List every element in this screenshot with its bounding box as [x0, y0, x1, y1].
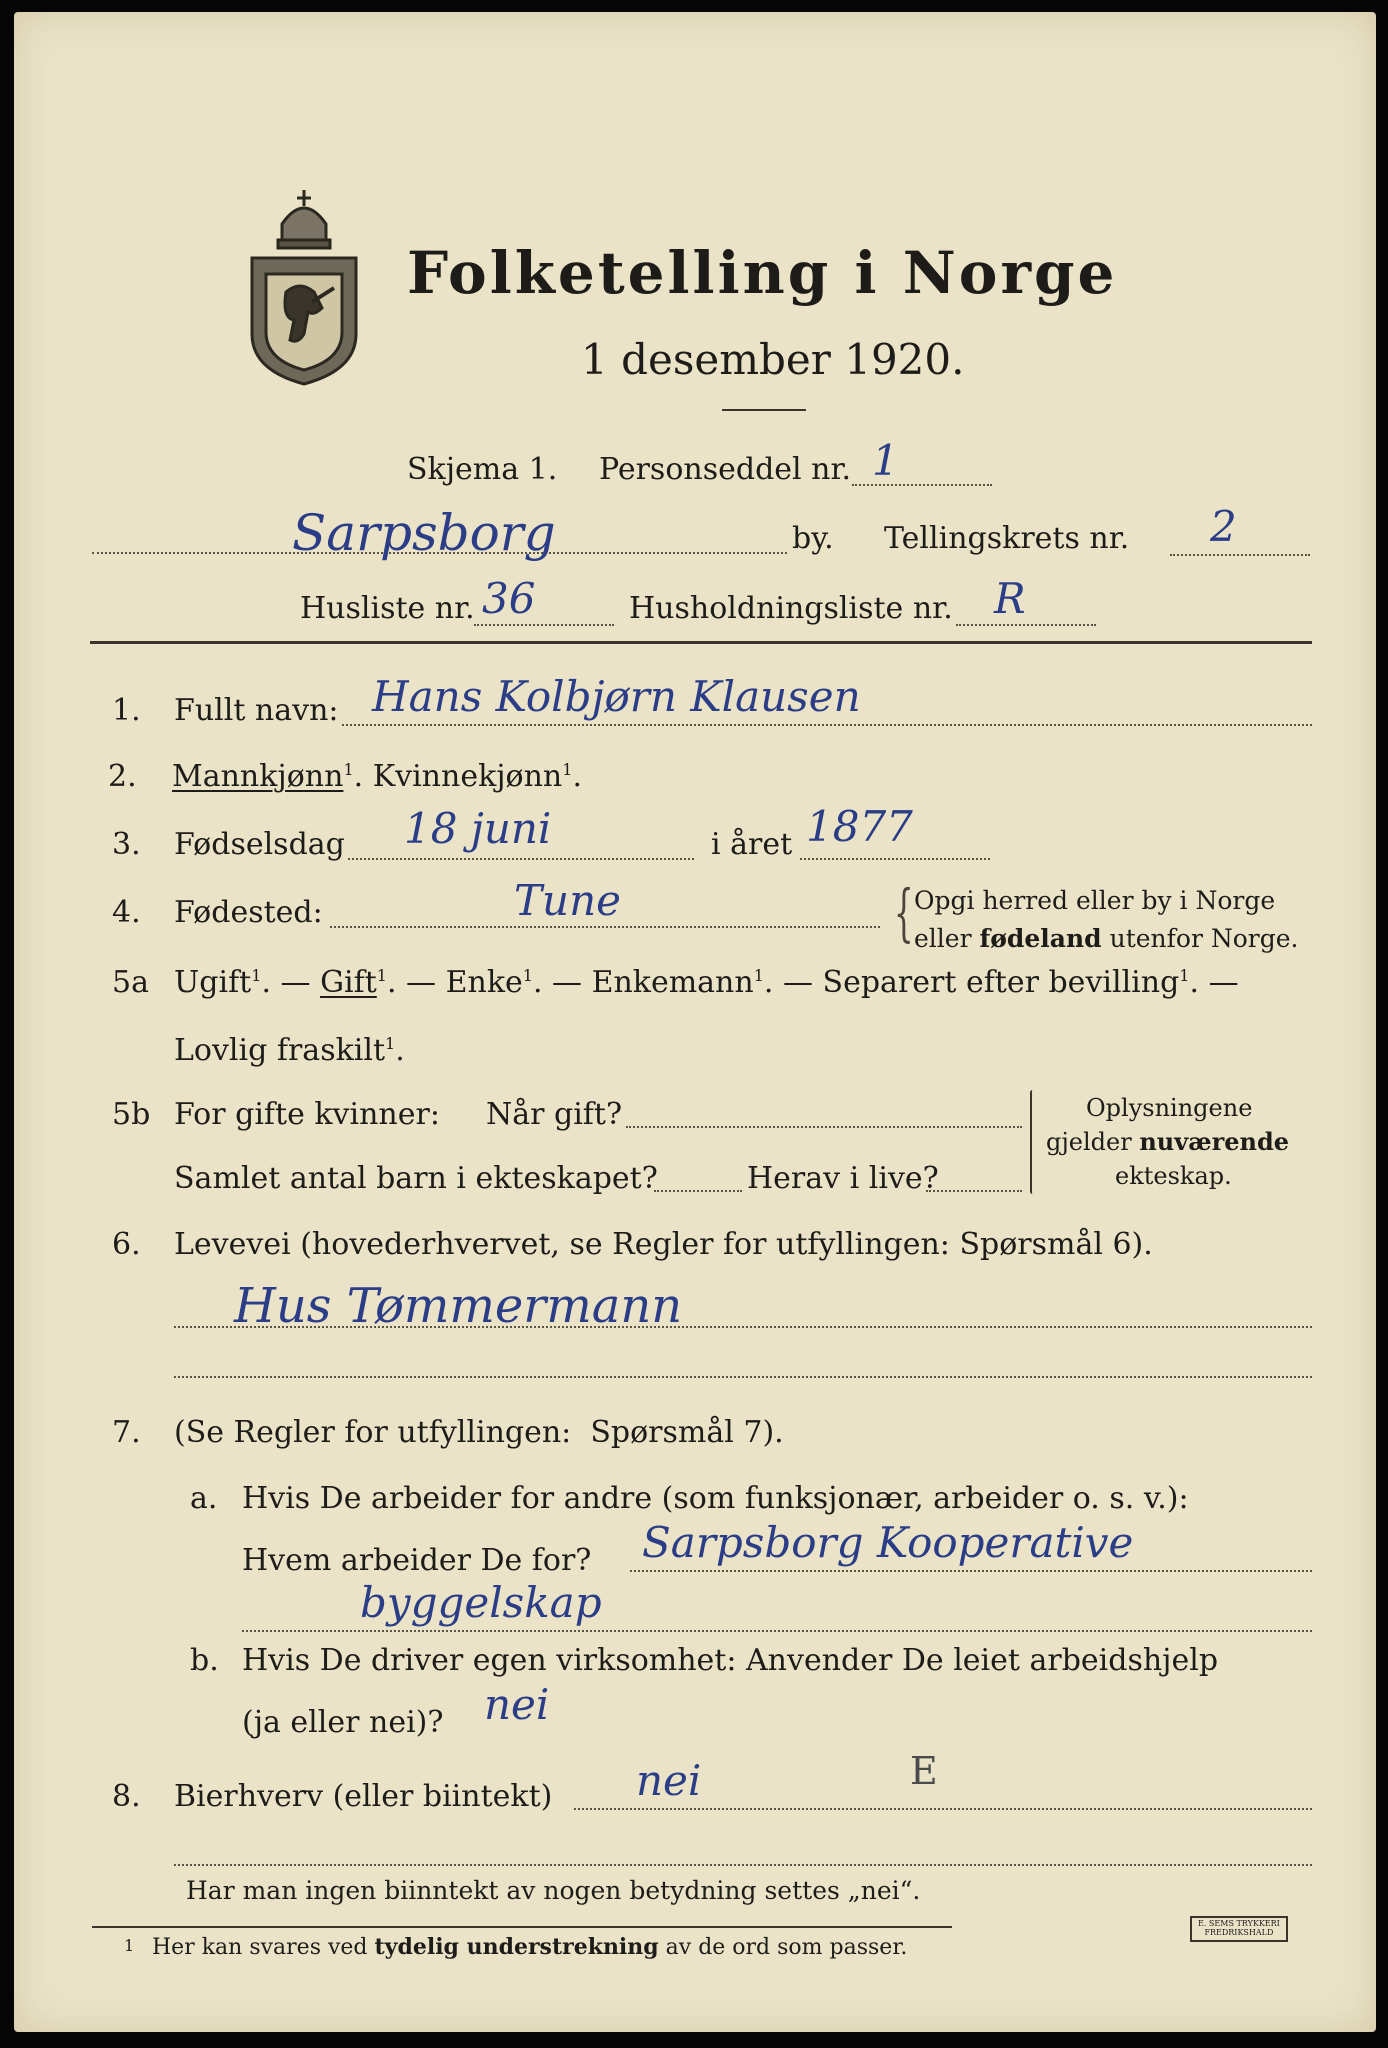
q8-label: Bierhverv (eller biintekt): [174, 1779, 553, 1814]
birthplace-note-1: Opgi herred eller by i Norge: [914, 886, 1276, 915]
footer-note: Har man ingen biinntekt av nogen betydning settes „nei“.: [186, 1876, 921, 1905]
census-date: 1 desember 1920.: [581, 335, 965, 384]
personseddel-value: 1: [872, 436, 899, 485]
employer-value-line1: Sarpsborg Kooperative: [642, 1518, 1134, 1567]
norwegian-coat-of-arms-icon: [242, 184, 366, 388]
tellingskrets-label: Tellingskrets nr.: [884, 521, 1130, 556]
q5b-note-1: Oplysningene: [1086, 1094, 1253, 1122]
side-income-value: nei: [636, 1756, 702, 1805]
census-form: Folketelling i Norge 1 desember 1920. Skjema 1. Personseddel nr. 1 Sarpsborg by. Tellingskrets nr. 2 Husliste nr. 36 Husholdningsliste nr. R 1. Fullt navn: Hans Kolbjørn Klausen 2. Mannkjønn$^1$. Kvinnekjønn$^1$. 3. Fødselsdag 18 juni i året 1877 4. Fødested: Tune { Opgi herred eller by i Norge eller fødeland utenfor Norge. 5a Ugift$^1$. — Gift$^1$. — Enke$^1$. — Enkemann$^1$. — Separert efter bevilling$^1$. — Lovlig fraskilt$^1$. 5b For gifte kvinner: Når gift? Samlet antal barn i ekteskapet? Herav i live? Oplysningene gjelder nuværende ekteskap. 6. Levevei (hovederhvervet, se Regler for utfyllingen: Spørsmål 6). Hus Tømmermann 7. (Se Regler for utfyllingen: Spørsmål 7). a. Hvis De arbeider for andre (som funksjonær, arbeider o. s. v.): Hvem arbeider De for? Sarpsborg Kooperative byggelskap b. Hvis De driver egen virksomhet: Anvender De leiet arbeidshjelp (ja eller nei)? nei 8. Bierhverv (eller biintekt) nei E Har man ingen biinntekt av nogen betydning settes „nei“. 1 Her kan svares ved tydelig understrekning av de ord som passer. E. SEMS TRYKKERI FREDRIKSHALD: [14, 12, 1376, 2032]
q7b-text: Hvis De driver egen virksomhet: Anvender De leiet arbeidshjelp: [242, 1643, 1219, 1678]
q4-number: 4.: [112, 895, 141, 930]
q1-number: 1.: [112, 693, 141, 728]
birth-day-value: 18 juni: [404, 804, 552, 853]
barn-label: Samlet antal barn i ekteskapet?: [174, 1161, 658, 1196]
birthplace-value: Tune: [514, 876, 621, 925]
city-value: Sarpsborg: [292, 504, 556, 562]
husholdningsliste-value: R: [994, 574, 1026, 623]
female-option: Kvinnekjønn: [372, 759, 563, 794]
husliste-value: 36: [482, 574, 536, 623]
employer-value-line2: byggelskap: [360, 1578, 602, 1627]
husliste-label: Husliste nr.: [300, 591, 475, 626]
q2-options: Mannkjønn$^1$. Kvinnekjønn$^1$.: [172, 759, 582, 794]
q6-label: Levevei (hovederhvervet, se Regler for utfyllingen: Spørsmål 6).: [174, 1227, 1153, 1262]
married-option: Gift: [320, 965, 377, 1000]
occupation-value: Hus Tømmermann: [234, 1278, 683, 1334]
q2-number: 2.: [108, 759, 137, 794]
q3-label: Fødselsdag: [174, 827, 345, 862]
q6-number: 6.: [112, 1227, 141, 1262]
by-label: by.: [792, 521, 834, 556]
q7-label: (Se Regler for utfyllingen: Spørsmål 7).: [174, 1415, 784, 1450]
q8-number: 8.: [112, 1779, 141, 1814]
full-name-value: Hans Kolbjørn Klausen: [372, 672, 861, 721]
q5b-number: 5b: [112, 1097, 151, 1132]
q7a-letter: a.: [190, 1481, 218, 1516]
q3-number: 3.: [112, 827, 141, 862]
skjema-label: Skjema 1.: [407, 452, 558, 487]
hired-help-value: nei: [484, 1680, 550, 1729]
tellingskrets-value: 2: [1210, 502, 1237, 551]
q5b-note-3: ekteskap.: [1115, 1162, 1232, 1190]
examiner-mark: E: [910, 1749, 938, 1793]
q5a-number: 5a: [112, 965, 149, 1000]
husholdningsliste-label: Husholdningsliste nr.: [629, 591, 953, 626]
q5a-options: Ugift$^1$. — Gift$^1$. — Enke$^1$. — Enkemann$^1$. — Separert efter bevilling$^1$. —: [174, 965, 1239, 1000]
birthplace-note-2: eller fødeland utenfor Norge.: [914, 924, 1299, 953]
q1-label: Fullt navn:: [174, 693, 339, 728]
q7a-text: Hvis De arbeider for andre (som funksjonær, arbeider o. s. v.):: [242, 1481, 1189, 1516]
q7b-letter: b.: [190, 1643, 219, 1678]
printer-stamp: E. SEMS TRYKKERI FREDRIKSHALD: [1190, 1916, 1288, 1942]
q5b-label: For gifte kvinner:: [174, 1097, 440, 1132]
footnote-text: Her kan svares ved tydelig understrekning av de ord som passer.: [152, 1934, 908, 1960]
form-title: Folketelling i Norge: [407, 239, 1118, 307]
male-option: Mannkjønn: [172, 759, 344, 794]
year-label: i året: [711, 827, 793, 862]
q7-number: 7.: [112, 1415, 141, 1450]
personseddel-label: Personseddel nr.: [599, 452, 852, 487]
naar-gift-label: Når gift?: [486, 1097, 623, 1132]
i-live-label: Herav i live?: [747, 1161, 939, 1196]
divorced-option: Lovlig fraskilt$^1$.: [174, 1033, 405, 1068]
q7b-question: (ja eller nei)?: [242, 1705, 444, 1740]
q4-label: Fødested:: [174, 895, 323, 930]
footnote-number: 1: [124, 1936, 135, 1955]
birth-year-value: 1877: [806, 802, 913, 851]
q7a-question: Hvem arbeider De for?: [242, 1543, 592, 1578]
q5b-note-2: gjelder nuværende: [1046, 1127, 1290, 1156]
